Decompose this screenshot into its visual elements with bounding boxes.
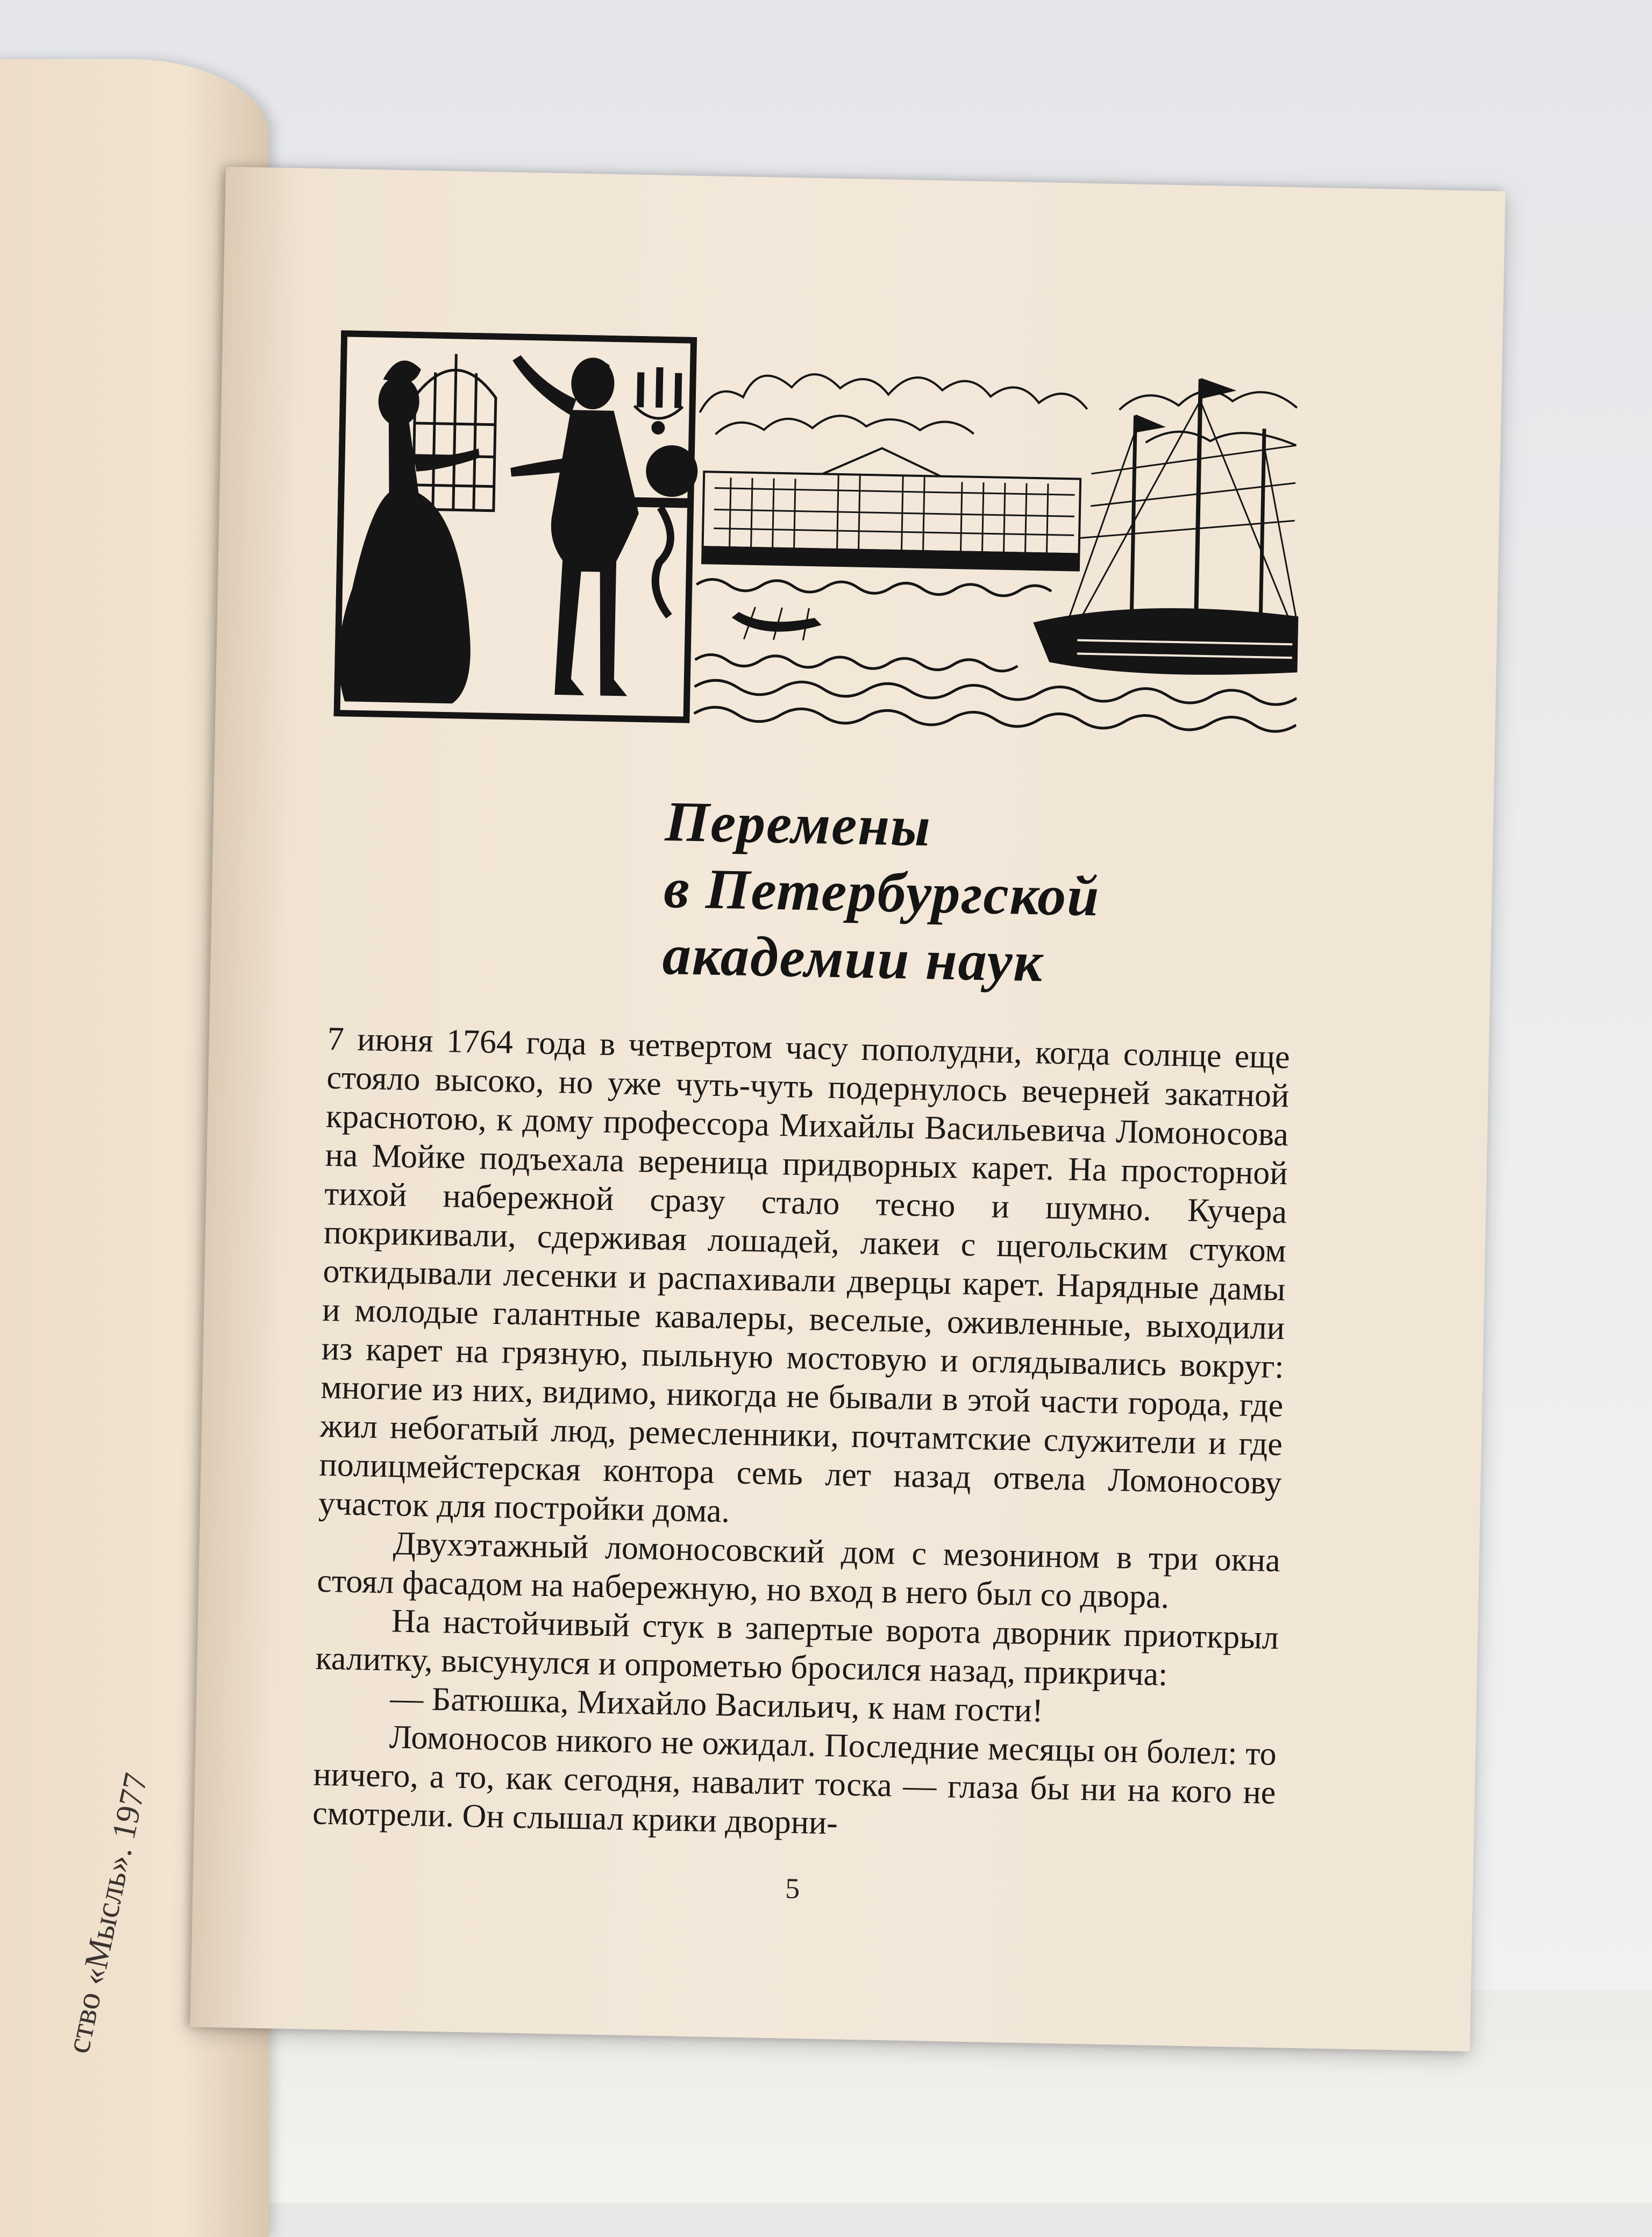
chapter-title-line-1: Перемены <box>664 789 932 858</box>
paragraph-2: Двухэтажный ломоносовский дом с мезонином в три окна стоял фасадом на набережную, но вход в него был со двора. <box>316 1525 1281 1616</box>
chapter-title-line-3: академии наук <box>661 923 1044 994</box>
paragraph-5: Ломоносов никого не ожидал. Последние месяцы он болел: то ничего, а то, как сегодня, навалит тоска — глаза бы ни на кого не смотрели. Он слышал крики дворни- <box>312 1719 1277 1842</box>
chapter-title <box>662 788 1295 1000</box>
chapter-title-line-2: в Петербургской <box>663 856 1101 928</box>
paragraph-1: 7 июня 1764 года в четвертом часу пополудни, когда солнце еще стояло высоко, но уже чуть-чуть подернулось вечерней закатной краснотою, к дому профессора Михайлы Васильевича Ломоносова на Мойке подъехала вереница придворных карет. На просторной тихой набережной сразу стало тесно и шумно. Кучера покрикивали, сдерживая лошадей, лакеи с щегольским стуком откидывали лесенки и распахивали дверцы карет. Нарядные дамы и молодые галантные кавалеры, веселые, оживленные, выходили из карет на грязную, пыльную мостовую и оглядывались вокруг: многие из них, видимо, никогда не бывали в этой части города, где жил небогатый люд, ремесленники, почтамтские служители и где полицмейстерская контора семь лет назад отвела Ломоносову участок для постройки дома. <box>318 1020 1291 1530</box>
page-content <box>311 330 1304 1914</box>
chapter-illustration <box>333 330 1303 736</box>
body-text <box>312 1020 1291 1851</box>
right-page <box>190 167 1506 2051</box>
page-number: 5 <box>785 1872 800 1905</box>
left-page-imprint: ство «Мысль». 1977 <box>59 1770 155 2057</box>
paragraph-4: — Батюшка, Михайло Васильич, к нам гости! <box>389 1680 1044 1729</box>
paragraph-3: На настойчивый стук в запертые ворота дворник приоткрыл калитку, высунулся и опрометью бросился назад, прикрича: <box>315 1602 1279 1693</box>
harbour-engraving <box>694 369 1302 732</box>
